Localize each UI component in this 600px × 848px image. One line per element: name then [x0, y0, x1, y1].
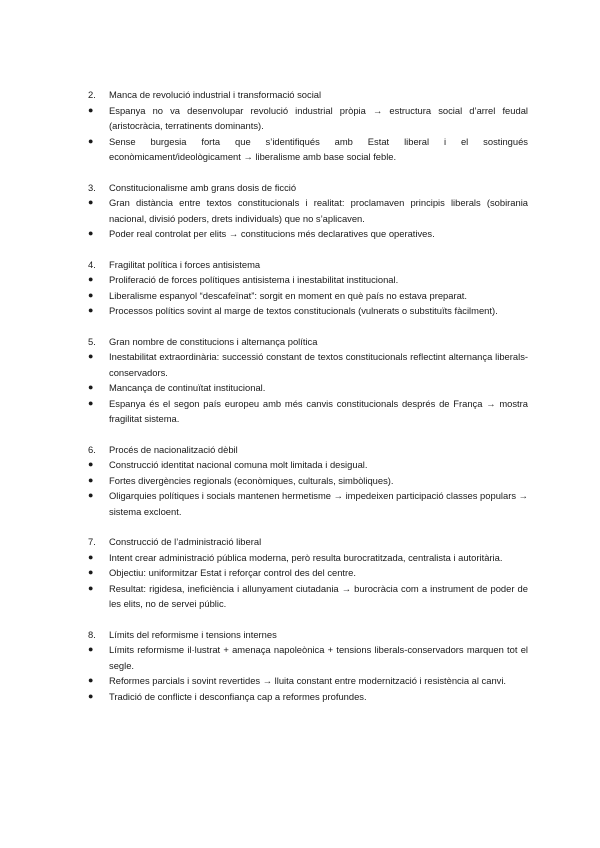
bullet-dot-icon: ● [88, 690, 94, 701]
section-title: Límits del reformisme i tensions internes [109, 628, 277, 640]
bullet-text: Límits reformisme il·lustrat + amenaça napoleònica + tensions liberals-conservadors marquen tot el segle. [109, 644, 528, 671]
section-heading [88, 534, 528, 550]
bullet-text: Espanya no va desenvolupar revolució industrial pròpia → estructura social d’arrel feudal (aristocràcia, terratinents dominants). [109, 104, 528, 131]
section-6 [88, 534, 528, 612]
bullet-text: Oligarquies polítiques i socials mantenen hermetisme → impedeixen participació classes populars → sistema excloent. [109, 490, 528, 517]
bullet-dot-icon: ● [88, 474, 94, 485]
bullet-text: Sense burgesia forta que s’identifiqués amb Estat liberal i el sostingués econòmicament/ideològicament → liberalisme amb base social feble. [109, 135, 528, 162]
section-title: Gran nombre de constitucions i alternança política [109, 335, 318, 347]
bullet-dot-icon: ● [88, 675, 94, 685]
bullet-item [88, 380, 528, 396]
bullet-text: Fortes divergències regionals (econòmiques, culturals, simbòliques). [109, 474, 394, 486]
bullet-text: Intent crear administració pública moderna, però resulta burocratitzada, centralista i autoritària. [109, 551, 503, 563]
bullet-item [88, 396, 528, 427]
bullet-dot-icon: ● [88, 228, 94, 238]
bullet-item [88, 303, 528, 319]
bullet-text: Inestabilitat extraordinària: successió constant de textos constitucionals reflectint alternança liberals-conservadors. [109, 351, 528, 378]
bullet-item [88, 581, 528, 612]
bullet-item [88, 673, 528, 689]
section-7 [88, 627, 528, 705]
section-heading [88, 257, 528, 273]
bullet-text: Gran distància entre textos constitucionals i realitat: proclamaven principis liberals (sobirania nacional, divisió poders, drets individuals) que no s’aplicaven. [109, 197, 528, 224]
section-number: 2. [88, 89, 96, 100]
bullet-text: Mancança de continuïtat institucional. [109, 382, 266, 393]
document-body [88, 87, 528, 719]
bullet-dot-icon: ● [88, 397, 94, 408]
bullet-dot-icon: ● [88, 104, 94, 115]
section-heading [88, 442, 528, 458]
bullet-list [88, 103, 528, 165]
bullet-item [88, 689, 528, 705]
section-title: Construcció de l’administració liberal [109, 536, 262, 547]
bullet-text: Objectiu: uniformitzar Estat i reforçar control des del centre. [109, 567, 356, 578]
section-3 [88, 257, 528, 319]
bullet-dot-icon: ● [88, 582, 94, 593]
bullet-dot-icon: ● [88, 459, 94, 469]
section-heading [88, 627, 528, 643]
bullet-dot-icon: ● [88, 197, 94, 207]
bullet-text: Liberalisme espanyol “descafeïnat”: sorgit en moment en què país no estava preparat. [109, 289, 468, 301]
bullet-text: Construcció identitat nacional comuna molt limitada i desigual. [109, 459, 368, 470]
bullet-item [88, 349, 528, 380]
section-heading [88, 180, 528, 196]
bullet-text: Processos polítics sovint al marge de textos constitucionals (vulnerats o substituïts fàcilment). [109, 305, 498, 316]
bullet-dot-icon: ● [88, 382, 94, 392]
bullet-item [88, 642, 528, 673]
bullet-item [88, 195, 528, 226]
bullet-text: Espanya és el segon país europeu amb més canvis constitucionals després de França → mostra fragilitat sistema. [109, 397, 528, 424]
section-heading [88, 334, 528, 350]
bullet-dot-icon: ● [88, 567, 94, 577]
bullet-list [88, 457, 528, 519]
bullet-text: Reformes parcials i sovint revertides → lluita constant entre modernització i resistència al canvi. [109, 675, 507, 686]
bullet-item [88, 288, 528, 304]
section-number: 5. [88, 335, 96, 347]
section-number: 8. [88, 628, 96, 640]
bullet-dot-icon: ● [88, 274, 94, 284]
bullet-list [88, 272, 528, 319]
bullet-dot-icon: ● [88, 490, 94, 500]
bullet-text: Tradició de conflicte i desconfiança cap a reformes profundes. [109, 690, 367, 702]
section-title: Procés de nacionalització dèbil [109, 443, 238, 455]
section-number: 6. [88, 443, 96, 455]
bullet-item [88, 226, 528, 242]
section-number: 4. [88, 258, 96, 270]
section-1 [88, 87, 528, 165]
section-5 [88, 442, 528, 520]
bullet-text: Resultat: rigidesa, ineficiència i allunyament ciutadania → burocràcia com a instrument de poder de les elits, no de servei públic. [109, 582, 528, 609]
bullet-item [88, 272, 528, 288]
bullet-item [88, 457, 528, 473]
bullet-dot-icon: ● [88, 551, 94, 562]
bullet-item [88, 134, 528, 165]
bullet-dot-icon: ● [88, 644, 94, 654]
bullet-list [88, 642, 528, 704]
bullet-dot-icon: ● [88, 289, 94, 300]
bullet-item [88, 550, 528, 566]
section-number: 7. [88, 536, 96, 547]
bullet-list [88, 349, 528, 427]
section-4 [88, 334, 528, 427]
section-2 [88, 180, 528, 242]
section-heading [88, 87, 528, 103]
section-title: Manca de revolució industrial i transformació social [109, 89, 322, 100]
bullet-list [88, 550, 528, 612]
bullet-list [88, 195, 528, 242]
section-number: 3. [88, 181, 96, 193]
bullet-dot-icon: ● [88, 135, 94, 146]
bullet-item [88, 565, 528, 581]
bullet-dot-icon: ● [88, 351, 94, 361]
bullet-text: Poder real controlat per elits → constitucions més declaratives que operatives. [109, 228, 435, 239]
bullet-item [88, 473, 528, 489]
bullet-text: Proliferació de forces polítiques antisistema i inestabilitat institucional. [109, 274, 399, 285]
bullet-dot-icon: ● [88, 305, 94, 315]
bullet-item [88, 488, 528, 519]
section-title: Constitucionalisme amb grans dosis de ficció [109, 181, 297, 193]
section-title: Fragilitat política i forces antisistema [109, 258, 261, 270]
bullet-item [88, 103, 528, 134]
